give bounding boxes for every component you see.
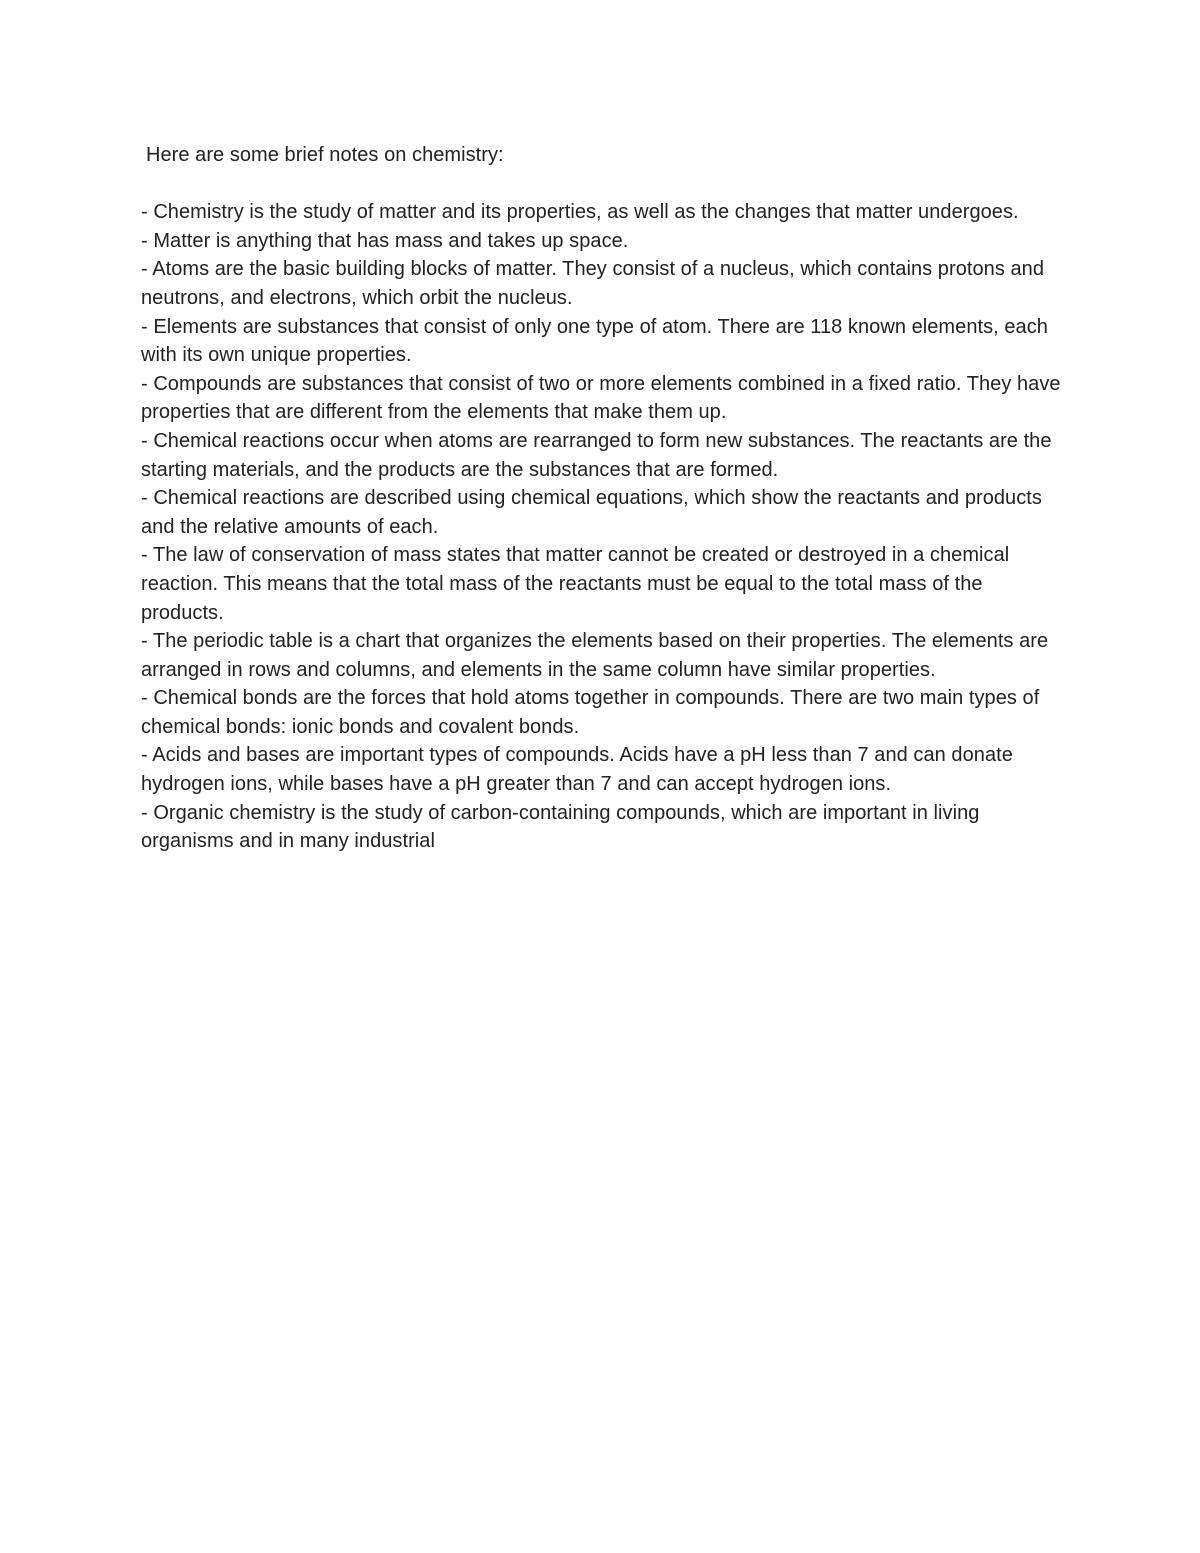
note-item: - Chemical bonds are the forces that hold atoms together in compounds. There are two main types of chemical bonds: ionic bonds and covalent bonds. [141, 687, 1040, 738]
note-item: - The law of conservation of mass states that matter cannot be created or destroyed in a chemical reaction. This means that the total mass of the reactants must be equal to the total mass of the products. [141, 544, 1010, 624]
blank-line [141, 170, 1066, 199]
note-item: - Chemical reactions occur when atoms are rearranged to form new substances. The reactants are the starting materials, and the products are the substances that are formed. [141, 429, 1052, 481]
note-item: - Organic chemistry is the study of carbon-containing compounds, which are important in living organisms and in many industrial [141, 801, 980, 853]
note-item: - Compounds are substances that consist of two or more elements combined in a fixed ratio. They have properties that are different from the elements that make them up. [141, 372, 1061, 424]
note-item: - Acids and bases are important types of compounds. Acids have a pH less than 7 and can donate hydrogen ions, while bases have a pH greater than 7 and can accept hydrogen ions. [141, 744, 1013, 796]
note-item: - The periodic table is a chart that organizes the elements based on their properties. The elements are arranged in rows and columns, and elements in the same column have similar properties. [141, 630, 1049, 681]
intro-line: Here are some brief notes on chemistry: [146, 144, 504, 166]
note-item: - Matter is anything that has mass and takes up space. [141, 229, 629, 252]
document-body [141, 141, 1066, 856]
note-item: - Elements are substances that consist of only one type of atom. There are 118 known elements, each with its own unique properties. [141, 315, 1048, 367]
note-item: - Chemistry is the study of matter and its properties, as well as the changes that matter undergoes. [141, 201, 1019, 224]
note-item: - Atoms are the basic building blocks of matter. They consist of a nucleus, which contains protons and neutrons, and electrons, which orbit the nucleus. [141, 258, 1044, 309]
note-item: - Chemical reactions are described using chemical equations, which show the reactants and products and the relative amounts of each. [141, 487, 1042, 538]
